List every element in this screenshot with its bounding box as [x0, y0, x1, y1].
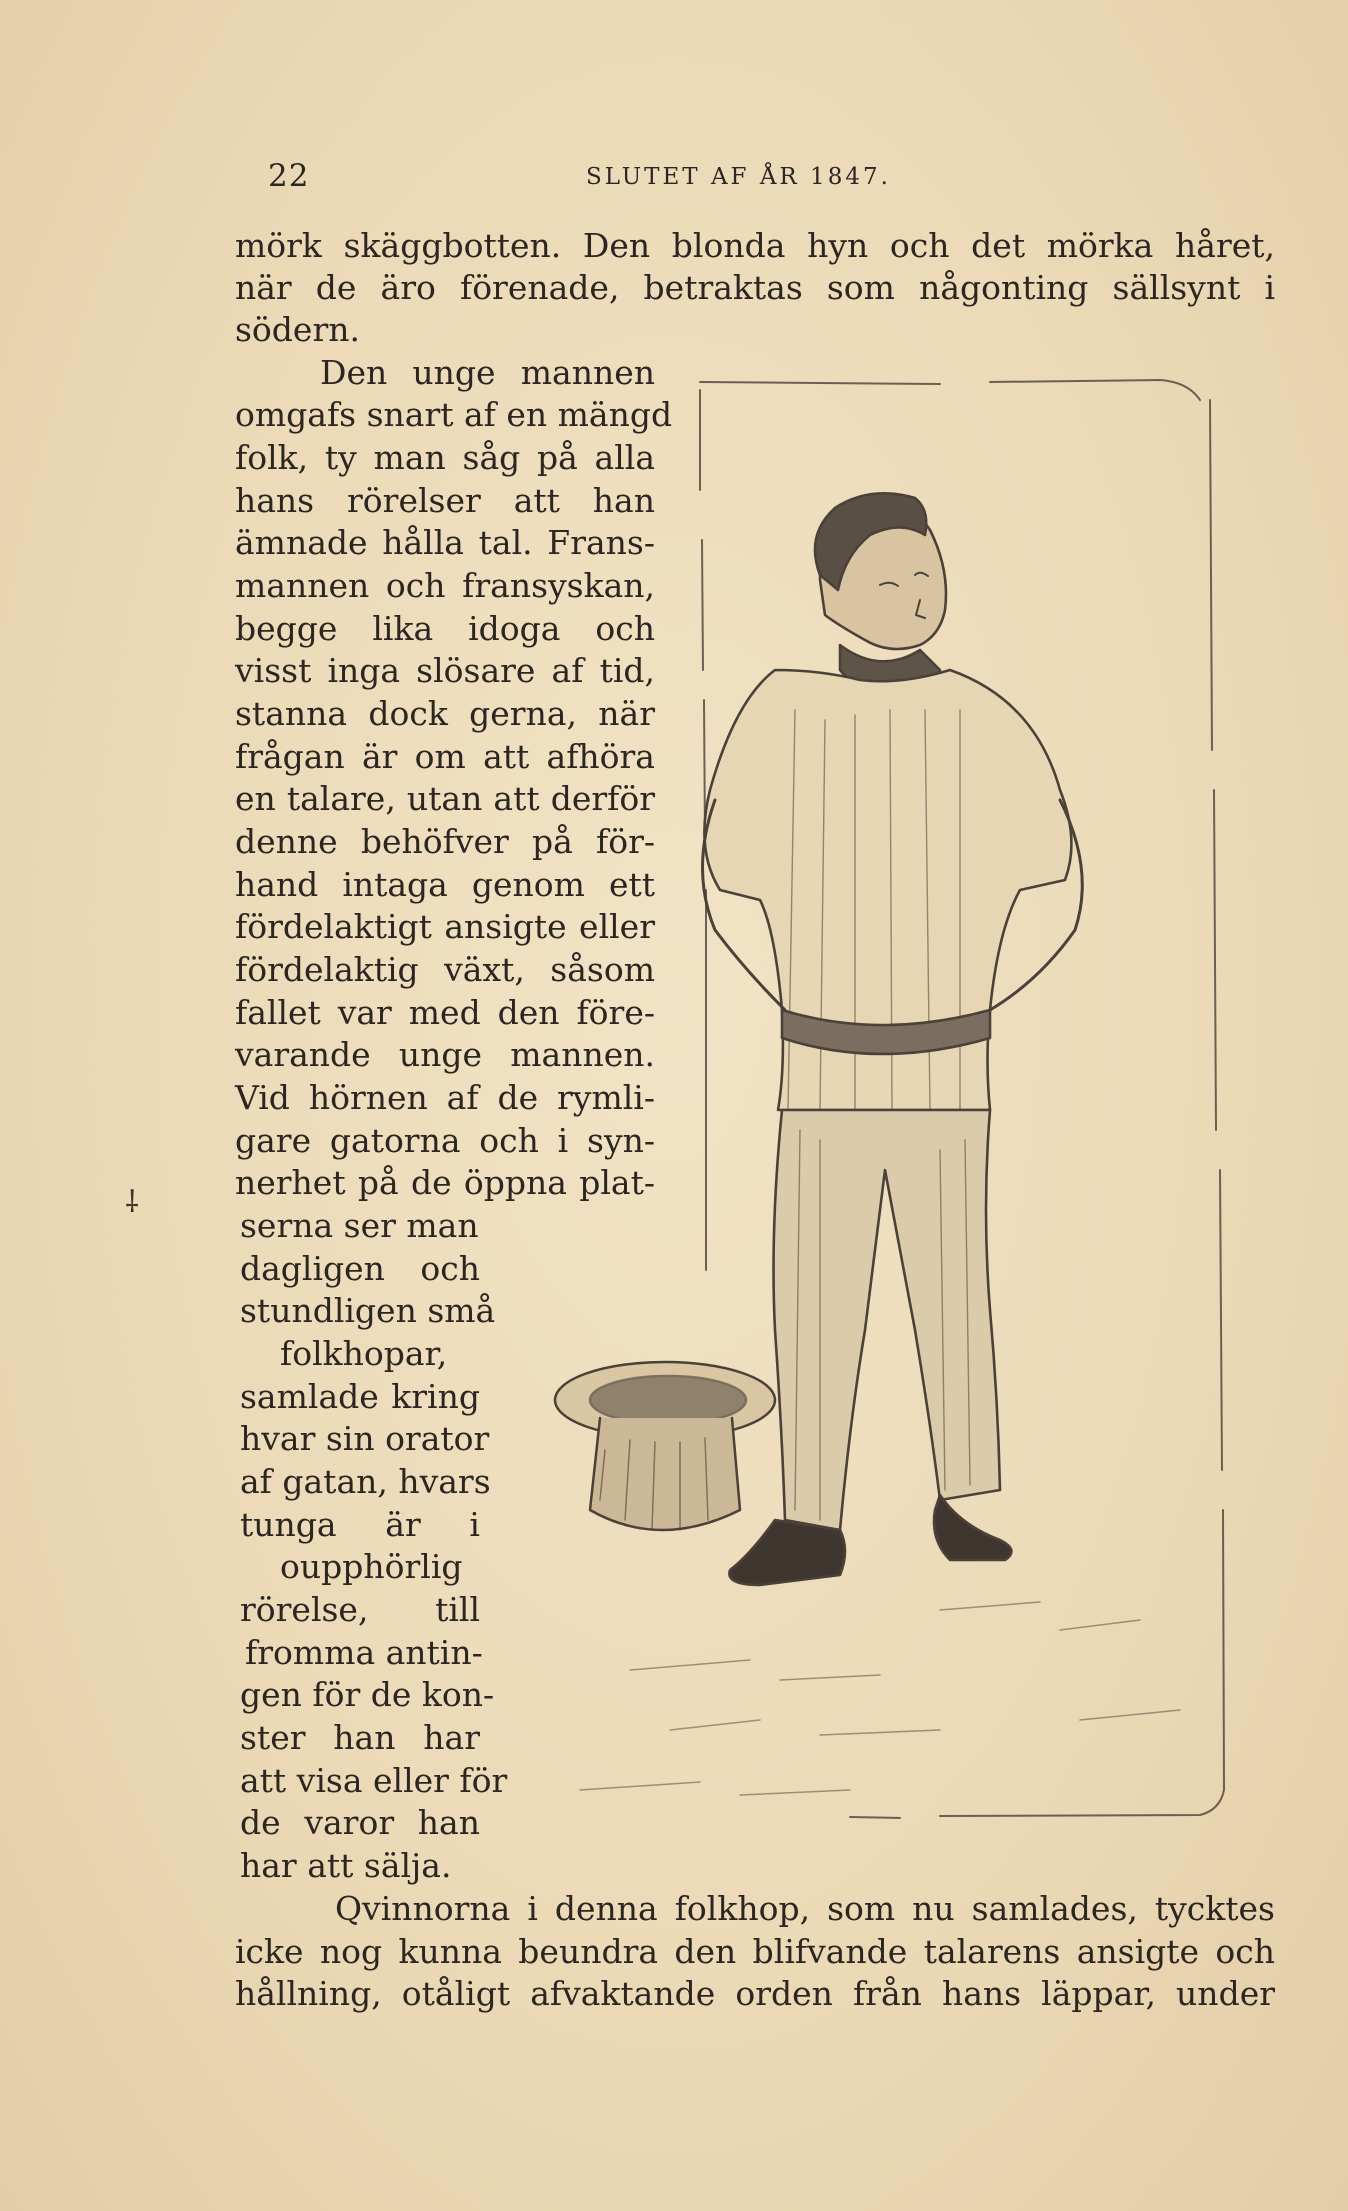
page-header [268, 158, 1280, 198]
body-line: har att sälja. [240, 1846, 452, 1885]
body-line: hvar sin orator [240, 1419, 490, 1458]
body-line: gare gatorna och i syn- [235, 1121, 655, 1160]
body-line: hans rörelser att han [235, 481, 655, 520]
body-line: dagligen och [240, 1249, 480, 1288]
body-line: hand intaga genom ett [235, 865, 655, 904]
body-line: mannen och fransyskan, [235, 566, 655, 605]
body-line: folk, ty man såg på alla [235, 438, 655, 477]
body-line: denne behöfver på för- [235, 822, 655, 861]
body-line: Qvinnorna i denna folkhop, som nu samlades, tycktes [335, 1889, 1275, 1928]
body-line: fromma antin- [245, 1633, 483, 1672]
figure-man [703, 493, 1083, 1585]
body-line: rörelse, till [240, 1590, 480, 1629]
body-line: Vid hörnen af de rymli- [235, 1078, 655, 1117]
hat-icon [555, 1362, 775, 1530]
body-line: omgafs snart af en mängd [235, 395, 673, 434]
body-line: en talare, utan att derför [235, 779, 655, 818]
body-line: icke nog kunna beundra den blifvande talarens ansigte och [235, 1932, 1275, 1971]
body-line: stundligen små [240, 1291, 496, 1330]
body-line: stanna dock gerna, när [235, 694, 655, 733]
body-line: de varor han [240, 1803, 480, 1842]
body-line: serna ser man [240, 1206, 479, 1245]
body-line: frågan är om att afhöra [235, 737, 655, 776]
body-line: tunga är i [240, 1505, 480, 1544]
running-title: SLUTET AF ÅR 1847. [586, 164, 891, 190]
body-line: gen för de kon- [240, 1675, 495, 1714]
body-line: af gatan, hvars [240, 1462, 491, 1501]
body-line: södern. [235, 310, 360, 349]
body-line: begge lika idoga och [235, 609, 655, 648]
body-line: ämnade hålla tal. Frans- [235, 523, 655, 562]
body-line: samlade kring [240, 1377, 480, 1416]
body-line: visst inga slösare af tid, [235, 651, 655, 690]
stray-mark-icon: ⸸ [125, 1185, 140, 1220]
body-line: fördelaktig växt, såsom [235, 950, 655, 989]
body-line: mörk skäggbotten. Den blonda hyn och det mörka håret, [235, 226, 1275, 265]
body-line: när de äro förenade, betraktas som någonting sällsynt i [235, 268, 1275, 307]
body-line: fördelaktigt ansigte eller [235, 907, 655, 946]
body-line: varande unge mannen. [235, 1035, 655, 1074]
body-line: att visa eller för [240, 1761, 508, 1800]
body-line: hållning, otåligt afvaktande orden från hans läppar, under [235, 1974, 1275, 2013]
body-line: oupphörlig [280, 1547, 463, 1586]
illustration-young-man [520, 370, 1240, 1830]
body-line: folkhopar, [280, 1334, 448, 1373]
body-line: Den unge mannen [320, 353, 655, 392]
body-line: fallet var med den före- [235, 993, 655, 1032]
body-line: ster han har [240, 1718, 480, 1757]
ground-shading [580, 1602, 1180, 1795]
body-line: nerhet på de öppna plat- [235, 1163, 655, 1202]
page-number: 22 [268, 158, 310, 194]
